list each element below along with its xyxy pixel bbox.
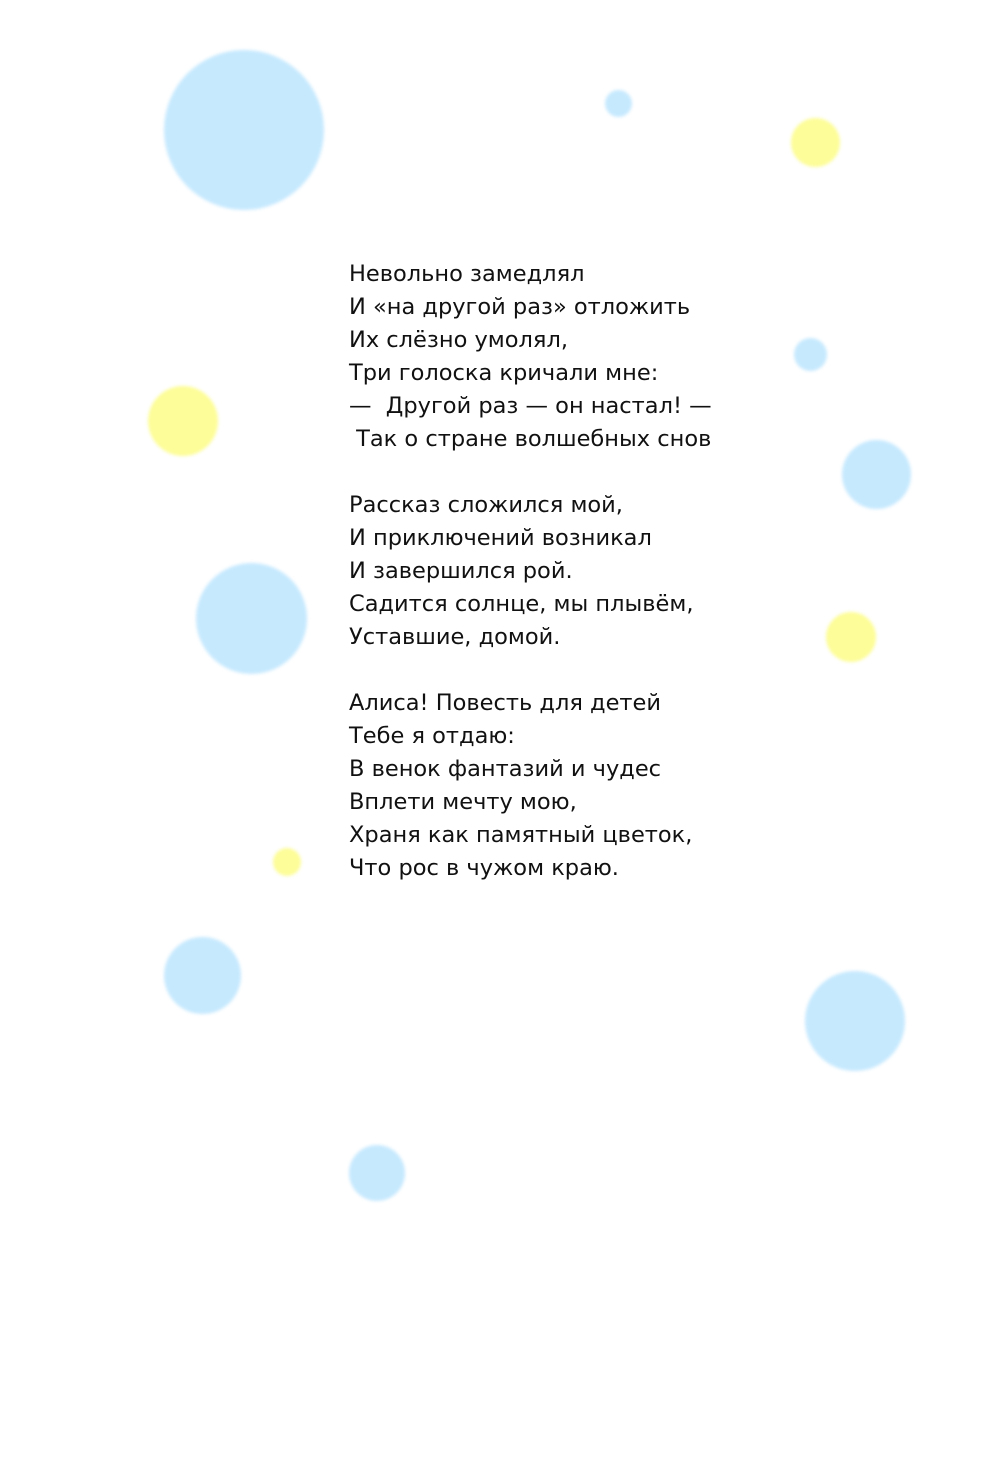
decorative-dot [605, 90, 632, 117]
poem [349, 258, 909, 885]
poem-line: Рассказ сложился мой, [349, 492, 623, 518]
decorative-dot [273, 848, 301, 876]
poem-line: Невольно замедлял [349, 261, 585, 287]
poem-line: Что рос в чужом краю. [349, 855, 619, 881]
poem-line: Их слёзно умолял, [349, 327, 568, 353]
poem-line: И «на другой раз» отложить [349, 294, 691, 320]
stanza-3 [349, 687, 909, 885]
poem-line: В венок фантазий и чудес [349, 756, 662, 782]
poem-line: Так о стране волшебных снов [349, 426, 712, 452]
poem-line: Вплети мечту мою, [349, 789, 577, 815]
poem-line: — Другой раз — он настал! — [349, 393, 712, 419]
poem-line: Уставшие, домой. [349, 624, 561, 650]
poem-line: Храня как памятный цветок, [349, 822, 693, 848]
poem-line: И приключений возникал [349, 525, 652, 551]
decorative-dot [196, 563, 307, 674]
poem-line: Алиса! Повесть для детей [349, 690, 662, 716]
poem-line: Тебе я отдаю: [349, 723, 515, 749]
poem-line: Садится солнце, мы плывём, [349, 591, 694, 617]
poem-line: Три голоска кричали мне: [349, 360, 659, 386]
decorative-dot [349, 1145, 405, 1201]
decorative-dot [164, 937, 241, 1014]
stanza-2 [349, 489, 909, 654]
decorative-dot [791, 118, 840, 167]
decorative-dot [805, 971, 905, 1071]
decorative-dot [164, 50, 324, 210]
poem-line: И завершился рой. [349, 558, 573, 584]
stanza-1 [349, 258, 909, 456]
decorative-dot [148, 386, 218, 456]
